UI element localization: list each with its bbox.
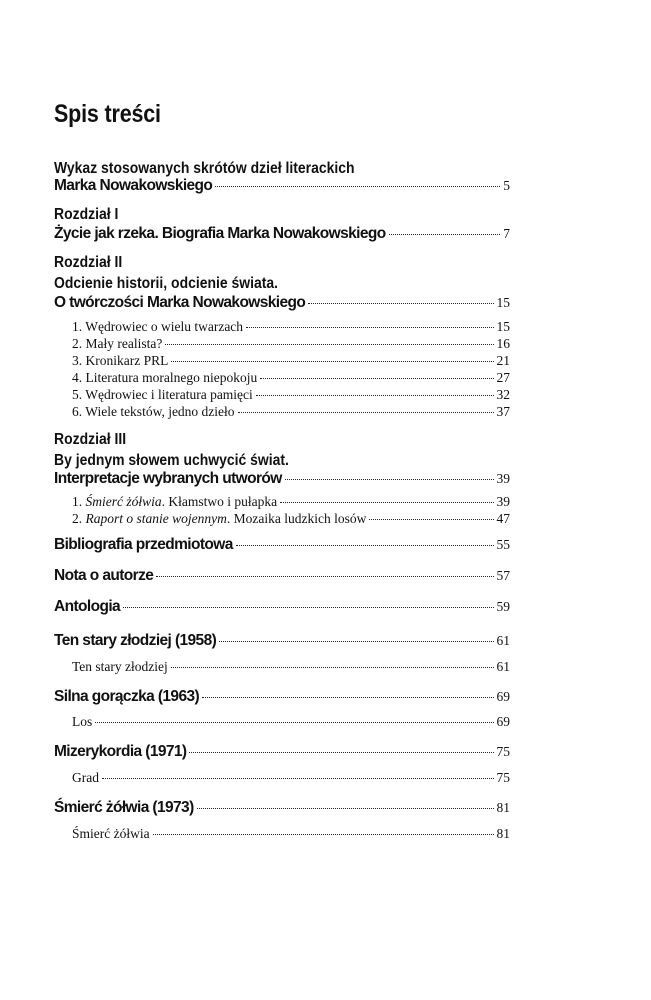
toc-subentry-label: 2. Mały realista?	[72, 336, 163, 351]
toc-entry-wykaz[interactable]	[54, 177, 510, 195]
dot-leader	[219, 641, 493, 642]
toc-entry-story-collection[interactable]	[54, 632, 510, 650]
toc-subentry[interactable]	[72, 387, 510, 403]
toc-subentry-label: 5. Wędrowiec i literatura pamięci	[72, 387, 253, 402]
chapter-title-line1: By jednym słowem uchwycić świat.	[54, 452, 289, 469]
toc-entry-chapter-3[interactable]	[54, 470, 510, 488]
toc-subentry-label: 1. Wędrowiec o wielu twarzach	[72, 319, 244, 334]
toc-subentry-label: 4. Literatura moralnego niepokoju	[72, 370, 258, 385]
page-title: Spis treści	[54, 100, 161, 128]
dot-leader	[171, 361, 493, 362]
toc-entry-label: Silna gorączka (1963)	[54, 688, 200, 705]
page-number: 55	[496, 537, 510, 552]
toc-subentry[interactable]	[72, 370, 510, 386]
toc-entry-label: Życie jak rzeka. Biografia Marka Nowakowskiego	[54, 225, 386, 242]
dot-leader	[256, 395, 494, 396]
toc-wykaz-line1: Wykaz stosowanych skrótów dzieł literackich	[54, 160, 355, 177]
toc-entry-story-collection[interactable]	[54, 799, 510, 817]
toc-entry-chapter-2[interactable]	[54, 294, 510, 312]
page-number: 15	[496, 319, 510, 334]
dot-leader	[308, 303, 493, 304]
page-number: 57	[496, 568, 510, 583]
chapter-heading: Rozdział I	[54, 206, 119, 223]
toc-subentry[interactable]	[72, 319, 510, 335]
page-number: 21	[496, 353, 510, 368]
toc-entry-bibliografia[interactable]	[54, 536, 510, 554]
page-number: 15	[496, 295, 510, 310]
dot-leader	[280, 502, 493, 503]
dot-leader	[156, 576, 493, 577]
page-number: 61	[496, 659, 510, 674]
dot-leader	[389, 234, 501, 235]
toc-entry-label: Antologia	[54, 598, 121, 615]
dot-leader	[153, 834, 494, 835]
toc-entry-story-collection[interactable]	[54, 688, 510, 706]
toc-entry-label: Śmierć żółwia (1973)	[54, 799, 194, 816]
toc-subentry[interactable]	[72, 404, 510, 420]
page-number: 32	[496, 387, 510, 402]
toc-subentry-label: Śmierć żółwia	[72, 826, 150, 841]
page-number: 27	[496, 370, 510, 385]
dot-leader	[215, 186, 500, 187]
dot-leader	[102, 778, 494, 779]
toc-subentry-label: 2. Raport o stanie wojennym. Mozaika ludzkich losów	[72, 511, 367, 526]
toc-entry-label: Marka Nowakowskiego	[54, 177, 213, 194]
dot-leader	[189, 752, 493, 753]
page-number: 81	[496, 826, 510, 841]
page-number: 39	[496, 494, 510, 509]
dot-leader	[197, 808, 494, 809]
chapter-heading: Rozdział II	[54, 254, 123, 271]
dot-leader	[95, 722, 493, 723]
dot-leader	[238, 412, 494, 413]
page-number: 5	[503, 178, 510, 193]
dot-leader	[165, 344, 493, 345]
page-number: 47	[496, 511, 510, 526]
toc-subentry[interactable]	[72, 511, 510, 527]
page-number: 69	[496, 689, 510, 704]
toc-subentry[interactable]	[72, 353, 510, 369]
toc-entry-chapter-1[interactable]	[54, 225, 510, 243]
toc-entry-label: Mizerykordia (1971)	[54, 743, 187, 760]
chapter-heading: Rozdział III	[54, 431, 127, 448]
dot-leader	[260, 378, 493, 379]
page-number: 81	[496, 800, 510, 815]
page-number: 39	[496, 471, 510, 486]
toc-subentry-label: Ten stary złodziej	[72, 659, 168, 674]
dot-leader	[171, 667, 494, 668]
dot-leader	[236, 545, 494, 546]
dot-leader	[246, 327, 493, 328]
toc-subentry[interactable]	[72, 659, 510, 675]
page-number: 61	[496, 633, 510, 648]
toc-subentry-label: Los	[72, 714, 93, 729]
page-number: 75	[496, 744, 510, 759]
page-number: 75	[496, 770, 510, 785]
toc-entry-label: Interpretacje wybranych utworów	[54, 470, 282, 487]
toc-entry-antologia[interactable]	[54, 598, 510, 616]
dot-leader	[123, 607, 493, 608]
page-number: 69	[496, 714, 510, 729]
dot-leader	[369, 519, 493, 520]
toc-subentry[interactable]	[72, 336, 510, 352]
toc-entry-label: O twórczości Marka Nowakowskiego	[54, 294, 306, 311]
toc-entry-label: Nota o autorze	[54, 567, 154, 584]
toc-subentry-label: Grad	[72, 770, 99, 785]
page-number: 59	[496, 599, 510, 614]
dot-leader	[285, 479, 494, 480]
toc-subentry[interactable]	[72, 714, 510, 730]
toc-subentry-label: 3. Kronikarz PRL	[72, 353, 169, 368]
toc-entry-story-collection[interactable]	[54, 743, 510, 761]
toc-subentry[interactable]	[72, 494, 510, 510]
toc-entry-label: Bibliografia przedmiotowa	[54, 536, 233, 553]
toc-subentry[interactable]	[72, 770, 510, 786]
page-number: 37	[496, 404, 510, 419]
page-number: 16	[496, 336, 510, 351]
toc-subentry[interactable]	[72, 826, 510, 842]
toc-entry-label: Ten stary złodziej (1958)	[54, 632, 217, 649]
dot-leader	[202, 697, 493, 698]
toc-entry-nota[interactable]	[54, 567, 510, 585]
toc-subentry-label: 6. Wiele tekstów, jedno dzieło	[72, 404, 235, 419]
toc-subentry-label: 1. Śmierć żółwia. Kłamstwo i pułapka	[72, 494, 278, 509]
chapter-title-line1: Odcienie historii, odcienie świata.	[54, 275, 279, 292]
page-number: 7	[503, 226, 510, 241]
